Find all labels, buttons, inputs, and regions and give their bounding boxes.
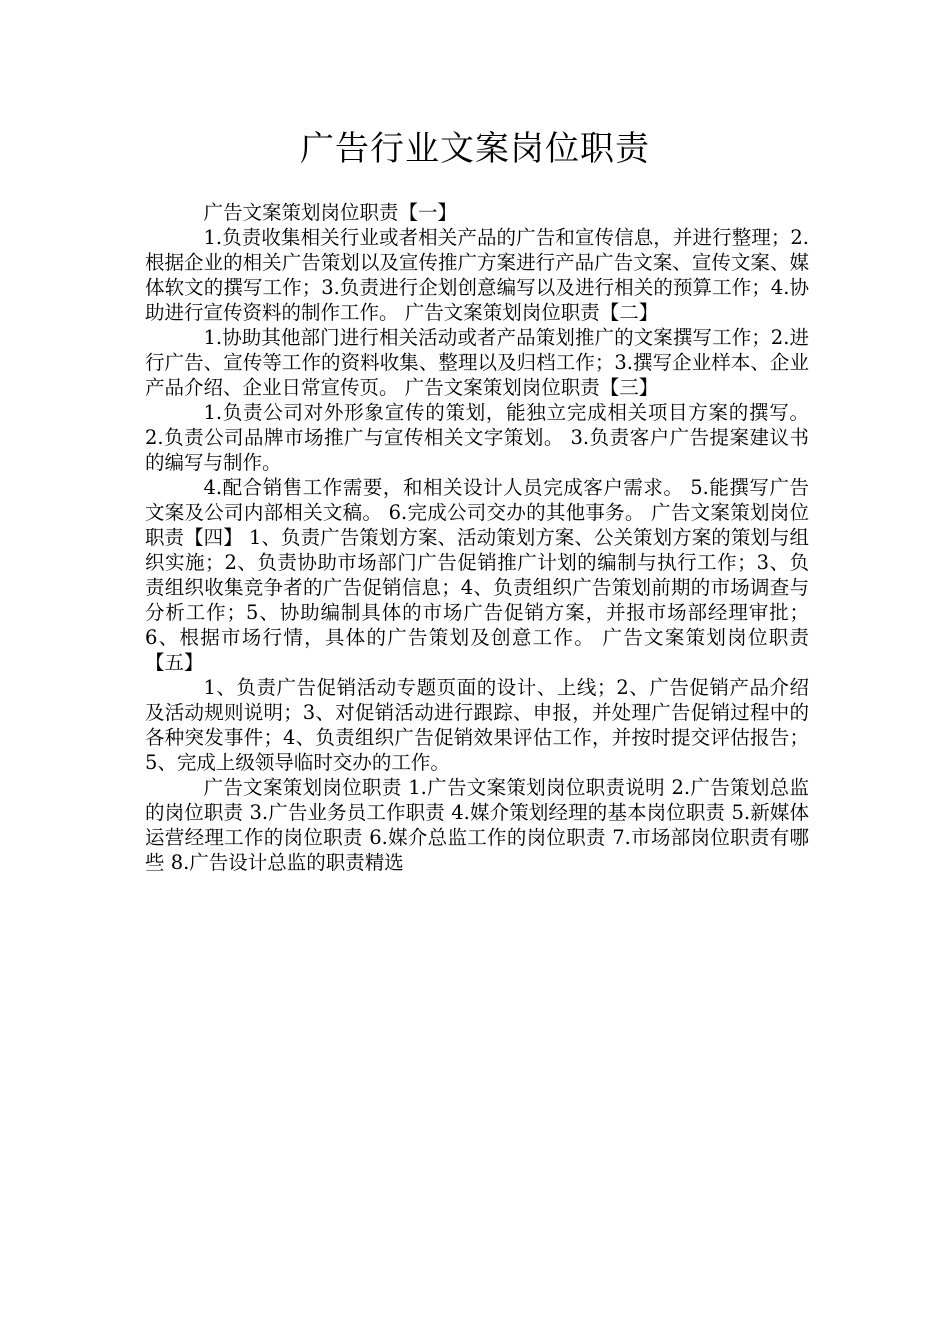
paragraph-1: 广告文案策划岗位职责【一】 (203, 201, 458, 224)
paragraph-5: 4.配合销售工作需要，和相关设计人员完成客户需求。 5.能撰写广告文案及公司内部相关文稿。 6.完成公司交办的其他事务。 广告文案策划岗位职责【四】 1、负责广告策划方案、活动策划方案、公关策划方案的策划与组织实施；2、负责协助市场部门广告促销推广计划的编制与执行工作；3、负责组织收集竞争者的广告促销信息；4、负责组织广告策划前期的市场调查与分析工作；5、协助编制具体的市场广告促销方案，并报市场部经理审批；6、根据市场行情，具体的广告策划及创意工作。 广告文案策划岗位职责【五】 (145, 476, 809, 674)
paragraph-2: 1.负责收集相关行业或者相关产品的广告和宣传信息，并进行整理；2.根据企业的相关广告策划以及宣传推广方案进行产品广告文案、宣传文案、媒体软文的撰写工作；3.负责进行企划创意编写以及进行相关的预算工作；4.协助进行宣传资料的制作工作。 广告文案策划岗位职责【二】 (145, 226, 809, 324)
paragraph-6: 1、负责广告促销活动专题页面的设计、上线；2、广告促销产品介绍及活动规则说明；3、对促销活动进行跟踪、申报，并处理广告促销过程中的各种突发事件；4、负责组织广告促销效果评估工作，并按时提交评估报告；5、完成上级领导临时交办的工作。 (145, 676, 809, 774)
paragraph-4: 1.负责公司对外形象宣传的策划，能独立完成相关项目方案的撰写。 2.负责公司品牌市场推广与宣传相关文字策划。 3.负责客户广告提案建议书的编写与制作。 (145, 401, 809, 474)
document-title: 广告行业文案岗位职责 (300, 129, 650, 169)
document-body (145, 200, 809, 875)
paragraph-7: 广告文案策划岗位职责 1.广告文案策划岗位职责说明 2.广告策划总监的岗位职责 3.广告业务员工作职责 4.媒介策划经理的基本岗位职责 5.新媒体运营经理工作的岗位职责 6.媒介总监工作的岗位职责 7.市场部岗位职责有哪些 8.广告设计总监的职责精选 (145, 776, 809, 874)
paragraph-3: 1.协助其他部门进行相关活动或者产品策划推广的文案撰写工作；2.进行广告、宣传等工作的资料收集、整理以及归档工作；3.撰写企业样本、企业产品介绍、企业日常宣传页。 广告文案策划岗位职责【三】 (145, 326, 809, 399)
